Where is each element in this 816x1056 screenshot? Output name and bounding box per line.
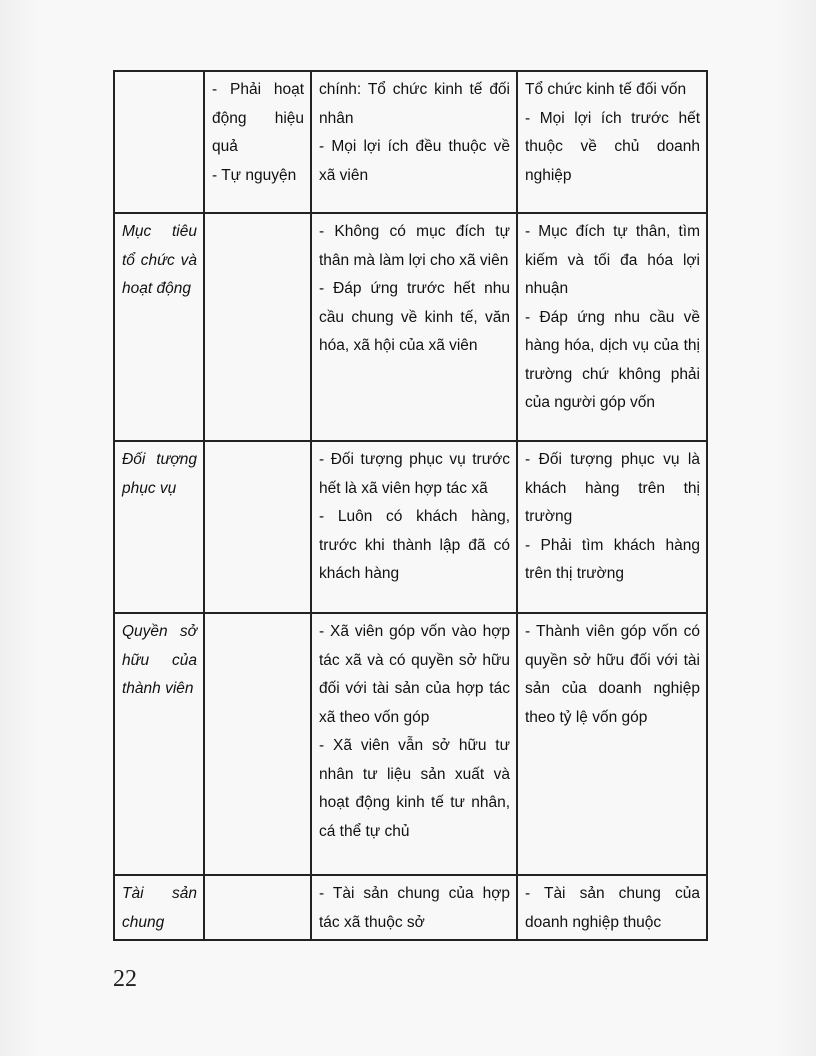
table-cell [204, 441, 311, 613]
table-row [114, 875, 707, 940]
table-row [114, 441, 707, 613]
table-cell [517, 613, 707, 875]
cell-line: - Không có mục đích tự thân mà làm lợi cho xã viên [319, 223, 510, 269]
cell-line: Tổ chức kinh tế đối vốn [525, 81, 687, 98]
table-cell-criterion [114, 441, 204, 613]
table-cell [517, 441, 707, 613]
cell-line: - Xã viên vẫn sở hữu tư nhân tư liệu sản xuất và hoạt động kinh tế tư nhân, cá thể tự chủ [319, 737, 510, 840]
cell-line: - Thành viên góp vốn có quyền sở hữu đối với tài sản của doanh nghiệp theo tỷ lệ vốn góp [525, 623, 700, 726]
table-cell [311, 213, 517, 441]
table-cell-criterion [114, 613, 204, 875]
table-row [114, 613, 707, 875]
cell-line: - Tài sản chung của hợp tác xã thuộc sở [319, 885, 510, 931]
cell-line: - Xã viên góp vốn vào hợp tác xã và có quyền sở hữu đối với tài sản của hợp tác xã theo vốn góp [319, 623, 510, 726]
table-cell-criterion [114, 71, 204, 213]
cell-line: - Mọi lợi ích đều thuộc về xã viên [319, 138, 510, 184]
table-cell [204, 875, 311, 940]
table-cell [311, 441, 517, 613]
table-cell [204, 613, 311, 875]
cell-line: - Đối tượng phục vụ là khách hàng trên thị trường [525, 451, 700, 525]
table-cell-criterion [114, 213, 204, 441]
cell-line: - Đáp ứng nhu cầu về hàng hóa, dịch vụ của thị trường chứ không phải của người góp vốn [525, 308, 700, 411]
cell-line: - Tài sản chung của doanh nghiệp thuộc [525, 885, 700, 931]
table-cell [517, 875, 707, 940]
cell-line: - Đối tượng phục vụ trước hết là xã viên hợp tác xã [319, 451, 510, 497]
row-label: Đối tượng phục vụ [122, 451, 197, 497]
table-cell [311, 71, 517, 213]
table-row [114, 213, 707, 441]
cell-line: - Luôn có khách hàng, trước khi thành lập đã có khách hàng [319, 508, 510, 582]
table-row [114, 71, 707, 213]
cell-line: - Tự nguyện [212, 166, 297, 184]
table-cell [517, 71, 707, 213]
cell-line: - Mục đích tự thân, tìm kiếm và tối đa hóa lợi nhuận [525, 223, 700, 297]
row-label: Tài sản chung [122, 885, 197, 931]
cell-line: chính: Tổ chức kinh tế đối nhân [319, 81, 510, 127]
cell-line: - Phải tìm khách hàng trên thị trường [525, 536, 700, 582]
table-cell [311, 613, 517, 875]
cell-line: - Đáp ứng trước hết nhu cầu chung về kinh tế, văn hóa, xã hội của xã viên [319, 280, 510, 354]
table-cell [517, 213, 707, 441]
comparison-table [113, 70, 708, 941]
table-cell [204, 71, 311, 213]
row-label: Quyền sở hữu của thành viên [122, 623, 197, 697]
table-cell-criterion [114, 875, 204, 940]
table-cell [311, 875, 517, 940]
cell-line: - Mọi lợi ích trước hết thuộc về chủ doanh nghiệp [525, 109, 700, 184]
cell-line: - Phải hoạt động hiệu quả [212, 81, 304, 155]
page-number: 22 [113, 966, 137, 992]
table-cell [204, 213, 311, 441]
row-label: Mục tiêu tổ chức và hoạt động [122, 223, 197, 297]
